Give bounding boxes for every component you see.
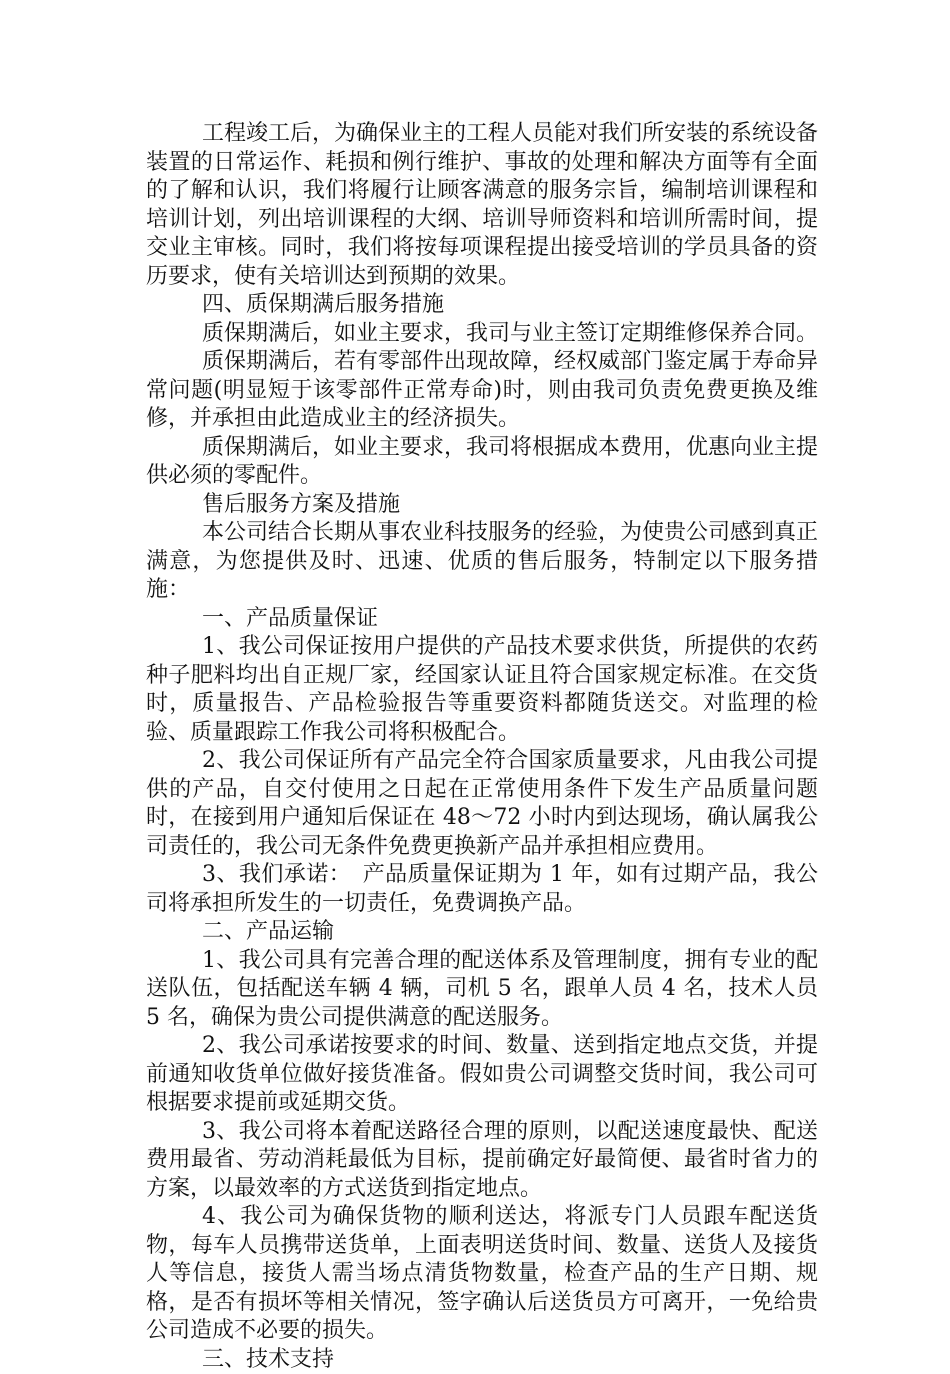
document-page <box>146 120 818 1374</box>
paragraph-transport-4: 4、我公司为确保货物的顺利送达，将派专门人员跟车配送货物，每车人员携带送货单，上面表明送货时间、数量、送货人及接货人等信息，接货人需当场点清货物数量，检查产品的生产日期、规格，是否有损坏等相关情况，签字确认后送货员方可离开，一免给贵公司造成不必要的损失。 <box>146 1203 818 1346</box>
paragraph-transport-3: 3、我公司将本着配送路径合理的原则，以配送速度最快、配送费用最省、劳动消耗最低为目标，提前确定好最简便、最省时省力的方案，以最效率的方式送货到指定地点。 <box>146 1118 818 1204</box>
heading-quality-assurance: 一、产品质量保证 <box>146 605 818 634</box>
paragraph-quality-3: 3、我们承诺： 产品质量保证期为 1 年，如有过期产品，我公司将承担所发生的一切责任，免费调换产品。 <box>146 861 818 918</box>
paragraph-transport-1: 1、我公司具有完善合理的配送体系及管理制度，拥有专业的配送队伍，包括配送车辆 4 辆，司机 5 名，跟单人员 4 名，技术人员 5 名，确保为贵公司提供满意的配送服务。 <box>146 947 818 1033</box>
paragraph-training-intro: 工程竣工后，为确保业主的工程人员能对我们所安装的系统设备装置的日常运作、耗损和例行维护、事故的处理和解决方面等有全面的了解和认识，我们将履行让顾客满意的服务宗旨，编制培训课程和培训计划，列出培训课程的大纲、培训导师资料和培训所需时间，提交业主审核。同时，我们将按每项课程提出接受培训的学员具备的资历要求，使有关培训达到预期的效果。 <box>146 120 818 291</box>
paragraph-quality-1: 1、我公司保证按用户提供的产品技术要求供货，所提供的农药种子肥料均出自正规厂家，经国家认证且符合国家规定标准。在交货时，质量报告、产品检验报告等重要资料都随货送交。对监理的检验、质量跟踪工作我公司将积极配合。 <box>146 633 818 747</box>
paragraph-parts-failure: 质保期满后，若有零部件出现故障，经权威部门鉴定属于寿命异常问题(明显短于该零部件正常寿命)时，则由我司负责免费更换及维修，并承担由此造成业主的经济损失。 <box>146 348 818 434</box>
paragraph-quality-2: 2、我公司保证所有产品完全符合国家质量要求，凡由我公司提供的产品，自交付使用之日起在正常使用条件下发生产品质量问题时，在接到用户通知后保证在 48～72 小时内到达现场，确认属我公司责任的，我公司无条件免费更换新产品并承担相应费用。 <box>146 747 818 861</box>
heading-post-warranty-service: 四、质保期满后服务措施 <box>146 291 818 320</box>
paragraph-maintenance-contract: 质保期满后，如业主要求，我司与业主签订定期维修保养合同。 <box>146 320 818 349</box>
paragraph-transport-2: 2、我公司承诺按要求的时间、数量、送到指定地点交货，并提前通知收货单位做好接货准备。假如贵公司调整交货时间，我公司可根据要求提前或延期交货。 <box>146 1032 818 1118</box>
heading-after-sales-plan: 售后服务方案及措施 <box>146 491 818 520</box>
paragraph-spare-parts: 质保期满后，如业主要求，我司将根据成本费用，优惠向业主提供必须的零配件。 <box>146 434 818 491</box>
paragraph-after-sales-intro: 本公司结合长期从事农业科技服务的经验，为使贵公司感到真正满意，为您提供及时、迅速、优质的售后服务，特制定以下服务措施： <box>146 519 818 605</box>
heading-transport: 二、产品运输 <box>146 918 818 947</box>
heading-technical-support: 三、技术支持 <box>146 1346 818 1374</box>
